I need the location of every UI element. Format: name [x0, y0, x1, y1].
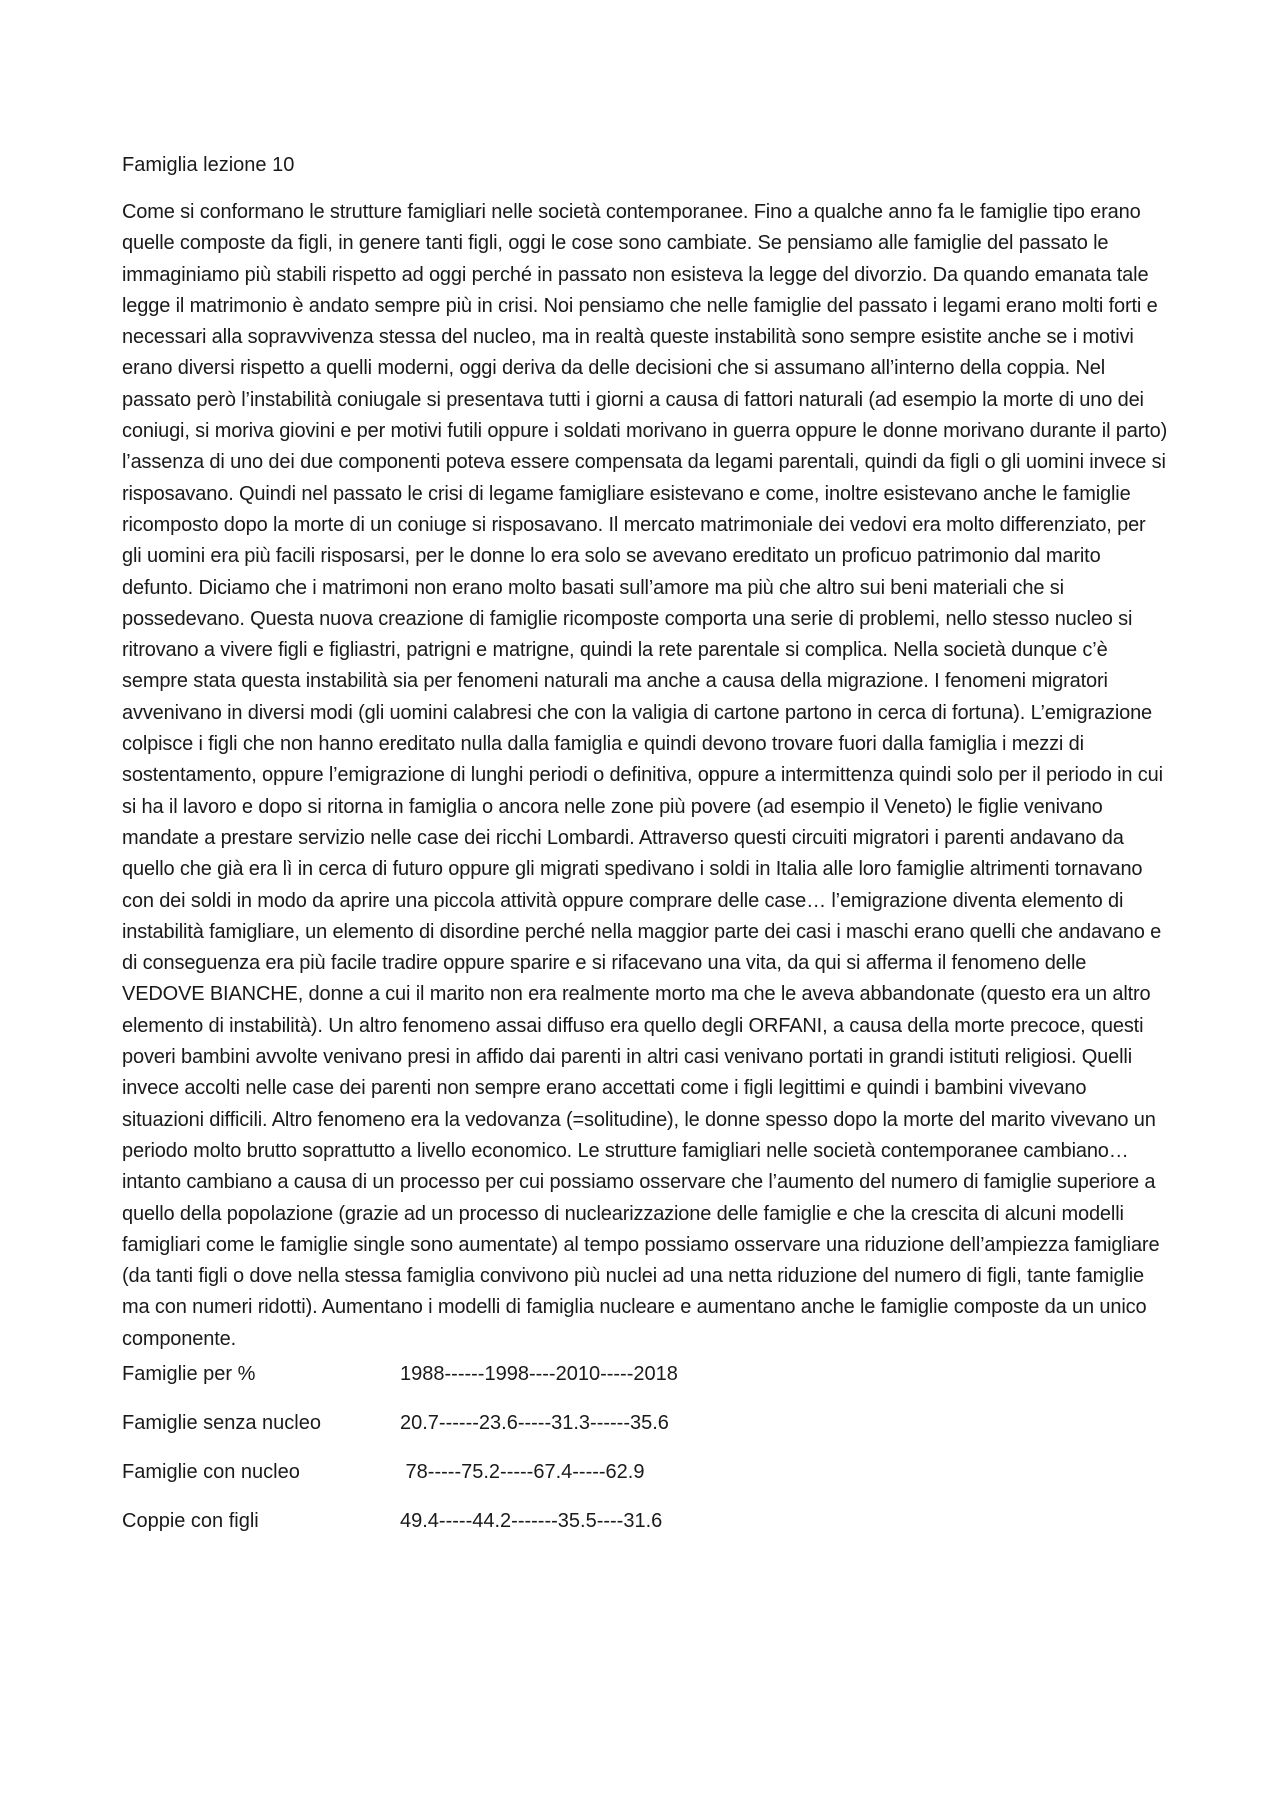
- statistics-row-values: 20.7------23.6-----31.3------35.6: [400, 1411, 669, 1434]
- statistics-row-values: 78-----75.2-----67.4-----62.9: [400, 1460, 645, 1483]
- statistics-row-label: Famiglie senza nucleo: [122, 1411, 321, 1434]
- document-title: Famiglia lezione 10: [122, 154, 295, 176]
- document-page: [122, 150, 1170, 1555]
- statistics-header-years: 1988------1998----2010-----2018: [400, 1362, 678, 1385]
- statistics-row: [122, 1408, 1170, 1439]
- statistics-row: [122, 1506, 1170, 1537]
- statistics-table: [122, 1359, 1170, 1537]
- statistics-header-label: Famiglie per %: [122, 1362, 256, 1385]
- document-body-paragraph: Come si conformano le strutture famigliari nelle società contemporanee. Fino a qualche anno fa le famiglie tipo erano quelle composte da figli, in genere tanti figli, oggi le cose sono cambiate. Se pensiamo alle famiglie del passato le immaginiamo più stabili rispetto ad oggi perché in passato non esisteva la legge del divorzio. Da quando emanata tale legge il matrimonio è andato sempre più in crisi. Noi pensiamo che nelle famiglie del passato i legami erano molti forti e necessari alla sopravvivenza stessa del nucleo, ma in realtà queste instabilità sono sempre esistite anche se i motivi erano diversi rispetto a quelli moderni, oggi deriva da delle decisioni che si assumano all’interno della coppia. Nel passato però l’instabilità coniugale si presentava tutti i giorni a causa di fattori naturali (ad esempio la morte di uno dei coniugi, si moriva giovini e per motivi futili oppure i soldati morivano in guerra oppure le donne morivano durante il parto) l’assenza di uno dei due componenti poteva essere compensata da legami parentali, quindi da figli o gli uomini invece si risposavano. Quindi nel passato le crisi di legame famigliare esistevano e come, inoltre esistevano anche le famiglie ricomposto dopo la morte di un coniuge si risposavano. Il mercato matrimoniale dei vedovi era molto differenziato, per gli uomini era più facili risposarsi, per le donne lo era solo se avevano ereditato un proficuo patrimonio dal marito defunto. Diciamo che i matrimoni non erano molto basati sull’amore ma più che altro sui beni materiali che si possedevano. Questa nuova creazione di famiglie ricomposte comporta una serie di problemi, nello stesso nucleo si ritrovano a vivere figli e figliastri, patrigni e matrigne, quindi la rete parentale si complica. Nella società dunque c’è sempre stata questa instabilità sia per fenomeni naturali ma anche a causa della migrazione. I fenomeni migratori avvenivano in diversi modi (gli uomini calabresi che con la valigia di cartone partono in cerca di fortuna). L’emigrazione colpisce i figli che non hanno ereditato nulla dalla famiglia e quindi devono trovare fuori dalla famiglia i mezzi di sostentamento, oppure l’emigrazione di lunghi periodi o definitiva, oppure a intermittenza quindi solo per il periodo in cui si ha il lavoro e dopo si ritorna in famiglia o ancora nelle zone più povere (ad esempio il Veneto) le figlie venivano mandate a prestare servizio nelle case dei ricchi Lombardi. Attraverso questi circuiti migratori i parenti andavano da quello che già era lì in cerca di futuro oppure gli migrati spedivano i soldi in Italia alle loro famiglie altrimenti tornavano con dei soldi in modo da aprire una piccola attività oppure comprare delle case… l’emigrazione diventa elemento di instabilità famigliare, un elemento di disordine perché nella maggior parte dei casi i maschi erano quelli che andavano e di conseguenza era più facile tradire oppure sparire e si rifacevano una vita, da qui si afferma il fenomeno delle VEDOVE BIANCHE, donne a cui il marito non era realmente morto ma che le aveva abbandonate (questo era un altro elemento di instabilità). Un altro fenomeno assai diffuso era quello degli ORFANI, a causa della morte precoce, questi poveri bambini avvolte venivano presi in affido dai parenti in altri casi venivano portati in grandi istituti religiosi. Quelli invece accolti nelle case dei parenti non sempre erano accettati come i figli legittimi e quindi i bambini vivevano situazioni difficili. Altro fenomeno era la vedovanza (=solitudine), le donne spesso dopo la morte del marito vivevano un periodo molto brutto soprattutto a livello economico. Le strutture famigliari nelle società contemporanee cambiano… intanto cambiano a causa di un processo per cui possiamo osservare che l’aumento del numero di famiglie superiore a quello della popolazione (grazie ad un processo di nuclearizzazione delle famiglie e che la crescita di alcuni modelli famigliari come le famiglie single sono aumentate) al tempo possiamo osservare una riduzione dell’ampiezza famigliare (da tanti figli o dove nella stessa famiglia convivono più nuclei ad una netta riduzione del numero di figli, tante famiglie ma con numeri ridotti). Aumentano i modelli di famiglia nucleare e aumentano anche le famiglie composte da un unico componente.: [122, 201, 1168, 1350]
- statistics-header-row: [122, 1359, 1170, 1390]
- statistics-row-values: 49.4-----44.2-------35.5----31.6: [400, 1509, 663, 1532]
- statistics-row: [122, 1457, 1170, 1488]
- statistics-row-label: Famiglie con nucleo: [122, 1460, 300, 1483]
- statistics-row-label: Coppie con figli: [122, 1509, 259, 1532]
